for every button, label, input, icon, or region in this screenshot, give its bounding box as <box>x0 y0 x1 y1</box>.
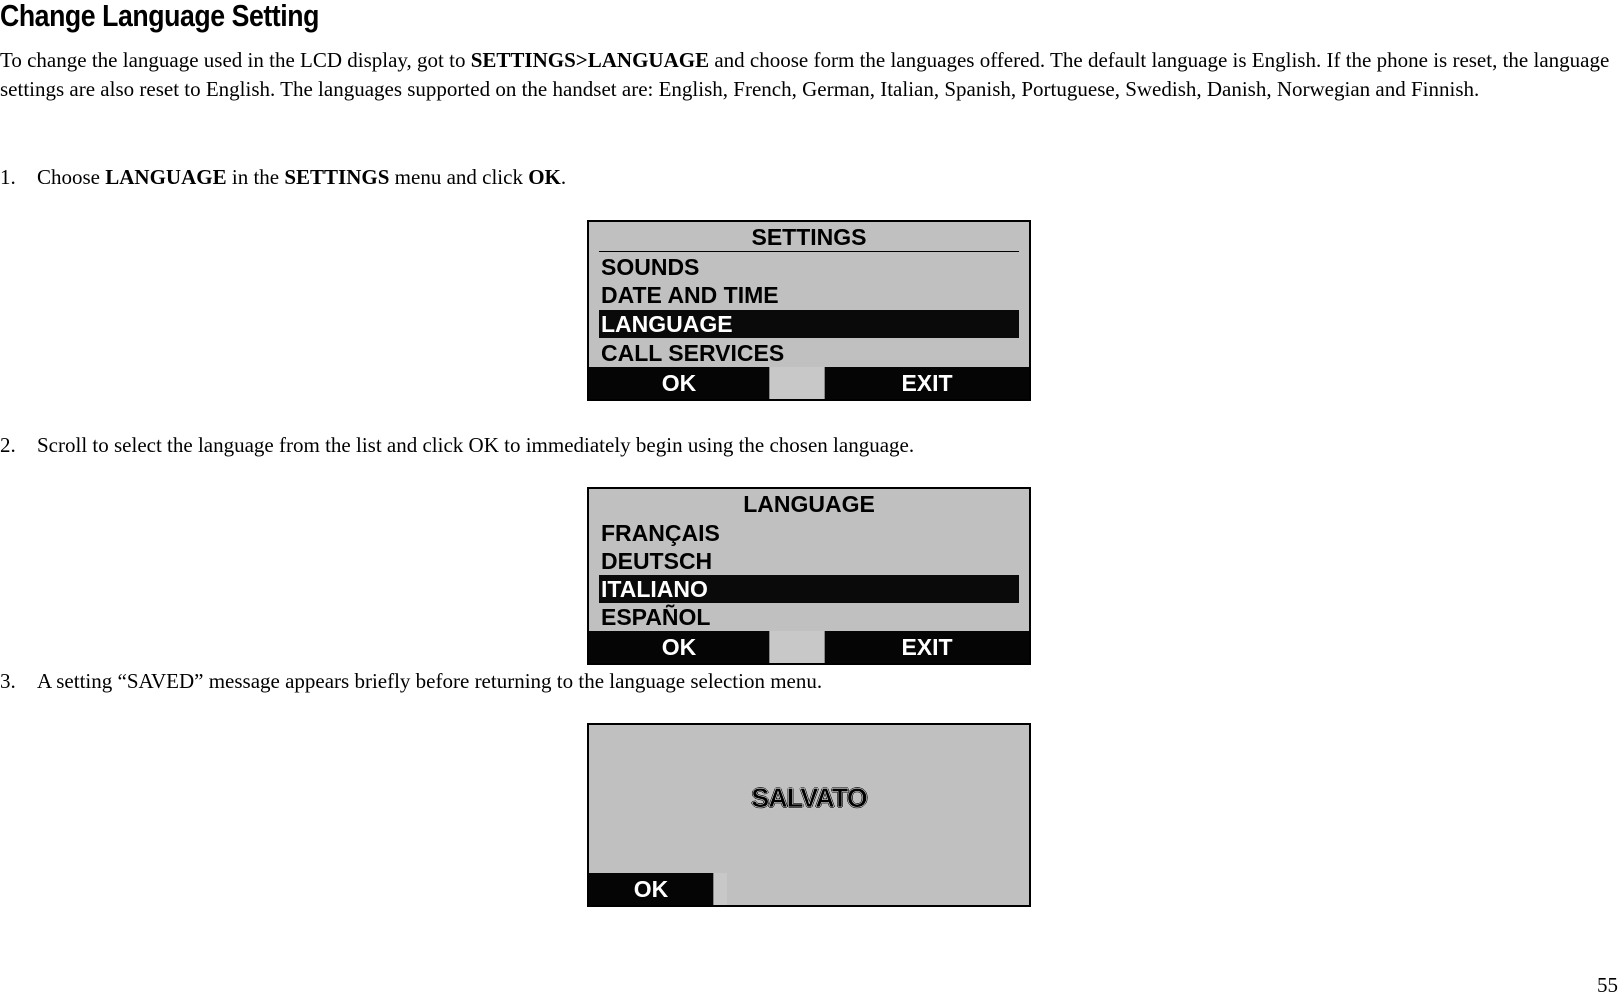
intro-paragraph <box>0 46 1612 104</box>
settings-ok-softkey[interactable]: OK <box>589 367 769 399</box>
step-1-ok-term: OK <box>528 165 561 189</box>
step-1-text-d: . <box>560 165 567 189</box>
saved-softkey-bar <box>589 873 1029 905</box>
language-ok-softkey[interactable]: OK <box>589 631 769 663</box>
settings-screen-title: SETTINGS <box>599 223 1019 252</box>
settings-item-date-and-time[interactable]: DATE AND TIME <box>601 282 779 308</box>
step-1-text-b: in the <box>226 165 285 189</box>
step-2 <box>0 431 914 459</box>
settings-item-sounds[interactable]: SOUNDS <box>601 254 700 280</box>
saved-softkey-spacer <box>713 873 727 905</box>
step-1-language-term: LANGUAGE <box>105 165 227 189</box>
page-number: 55 <box>1597 973 1618 997</box>
language-screen-title: LANGUAGE <box>743 491 875 517</box>
intro-menu-path: SETTINGS>LANGUAGE <box>470 48 710 72</box>
settings-softkey-bar <box>589 367 1029 399</box>
language-exit-softkey[interactable]: EXIT <box>825 631 1029 663</box>
step-1-text-a: Choose <box>37 165 106 189</box>
saved-lcd-screen <box>587 723 1031 907</box>
settings-lcd-screen <box>587 220 1031 401</box>
saved-message: SALVATO <box>751 783 867 813</box>
step-1-settings-term: SETTINGS <box>284 165 390 189</box>
language-softkey-bar <box>589 631 1029 663</box>
step-3-text: A setting “SAVED” message appears briefly before returning to the language selection menu. <box>37 669 823 693</box>
step-1 <box>0 163 566 191</box>
settings-exit-softkey[interactable]: EXIT <box>825 367 1029 399</box>
step-2-text: Scroll to select the language from the list and click OK to immediately begin using the chosen language. <box>37 433 915 457</box>
step-3-number: 3. <box>0 669 16 693</box>
language-lcd-screen <box>587 487 1031 665</box>
intro-text-1: To change the language used in the LCD display, got to <box>0 48 471 72</box>
language-softkey-spacer <box>769 631 825 663</box>
saved-ok-softkey[interactable]: OK <box>589 873 713 905</box>
language-item-francais[interactable]: FRANÇAIS <box>601 520 720 546</box>
language-item-italiano[interactable]: ITALIANO <box>599 575 1019 603</box>
intro-text-2: and choose form the languages offered. The default language is English. If the phone is reset, the language settings are also reset to English. The languages supported on the handset are: English, French, German, Italian, Spanish, Portuguese, Swedish, Danish, Norwegian and Finnish. <box>0 48 1610 101</box>
settings-softkey-spacer <box>769 367 825 399</box>
language-item-espanol[interactable]: ESPAÑOL <box>601 604 711 630</box>
settings-item-language[interactable]: LANGUAGE <box>599 310 1019 338</box>
step-3 <box>0 667 822 695</box>
settings-item-call-services[interactable]: CALL SERVICES <box>601 340 785 366</box>
page-heading: Change Language Setting <box>0 0 319 33</box>
step-1-text-c: menu and click <box>389 165 529 189</box>
step-1-number: 1. <box>0 165 16 189</box>
language-item-deutsch[interactable]: DEUTSCH <box>601 548 713 574</box>
step-2-number: 2. <box>0 433 16 457</box>
